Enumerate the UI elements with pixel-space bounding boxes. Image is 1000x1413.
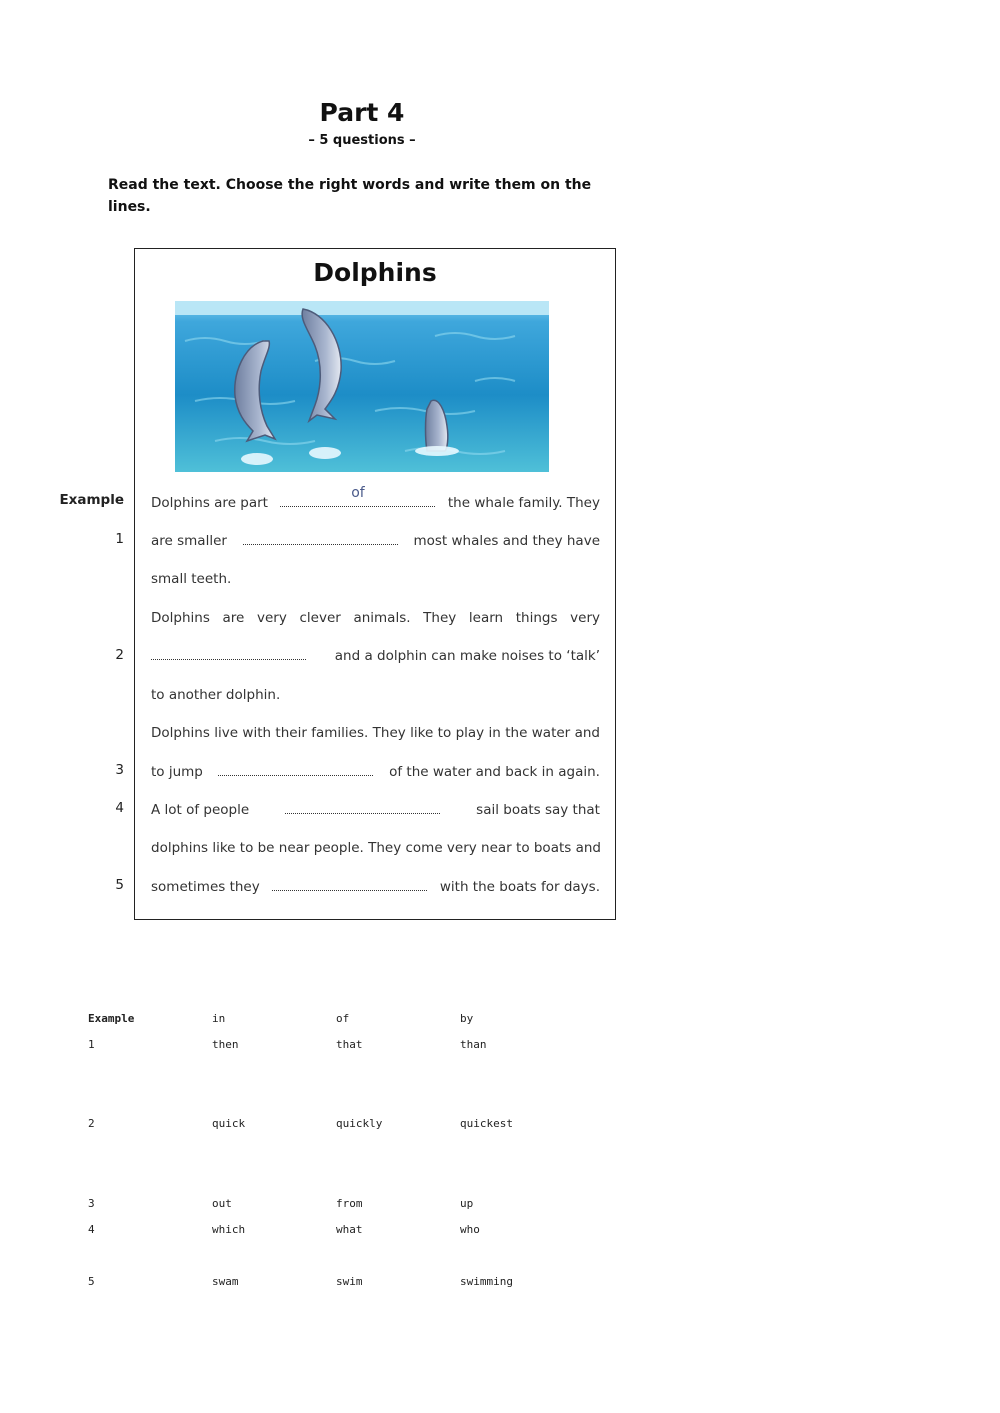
answer-blank-4[interactable] [285,799,440,814]
option-choice[interactable]: from [336,1196,363,1210]
option-choice[interactable]: who [460,1222,480,1236]
option-choice[interactable]: swimming [460,1274,513,1288]
option-choice[interactable]: quickest [460,1116,513,1130]
options-label: 3 [88,1196,95,1210]
option-choice[interactable]: in [212,1011,226,1025]
answer-blank-2[interactable] [151,645,306,660]
answer-blank-3[interactable] [218,761,373,776]
passage-line: small teeth. [151,571,232,587]
option-choice[interactable]: that [336,1037,363,1051]
example-answer: of [351,485,365,501]
option-choice[interactable]: swam [212,1274,239,1288]
passage-line: Dolphins are very clever animals. They learn things very [151,610,600,626]
option-choice[interactable]: than [460,1037,487,1051]
options-row-example [88,1005,513,1031]
word-options-table [88,1005,513,1294]
example-answer-line [280,485,435,507]
option-choice[interactable]: up [460,1196,474,1210]
answer-blank-1[interactable] [243,530,398,545]
option-choice[interactable]: quick [212,1116,246,1130]
options-row-1 [88,1031,513,1057]
example-label: Example [59,492,124,508]
options-label: 5 [88,1274,95,1288]
passage-line: to another dolphin. [151,687,281,703]
question-number-5: 5 [115,877,124,893]
instructions: Read the text. Choose the right words and write them on the lines. [108,177,592,215]
question-number-2: 2 [115,647,124,663]
options-label: 2 [88,1116,95,1130]
answer-blank-5[interactable] [272,876,427,891]
options-row-4 [88,1216,513,1242]
passage-line-example: Dolphins are part of the whale family. They [151,492,600,514]
option-choice[interactable]: of [336,1011,350,1025]
passage-line-q5: sometimes they with the boats for days. [151,876,600,898]
options-row-5 [88,1268,513,1294]
question-number-1: 1 [115,531,124,547]
options-label: 4 [88,1222,95,1236]
option-choice[interactable]: quickly [336,1116,383,1130]
option-choice[interactable]: what [336,1222,363,1236]
passage-line: Dolphins live with their families. They like to play in the water and [151,725,600,741]
option-choice[interactable]: then [212,1037,239,1051]
question-number-3: 3 [115,762,124,778]
reading-passage-box [134,248,616,920]
passage-line: dolphins like to be near people. They come very near to boats and [151,840,601,856]
options-row-2 [88,1110,513,1136]
page-title: Part 4 [319,98,405,127]
option-choice[interactable]: swim [336,1274,363,1288]
passage-line-q4: A lot of people sail boats say that [151,799,600,821]
question-number-4: 4 [115,800,124,816]
passage-title: Dolphins [313,258,437,287]
dolphins-jumping-image [175,301,549,472]
options-row-3 [88,1190,513,1216]
question-count: – 5 questions – [308,133,416,148]
passage-line-q1: are smaller most whales and they have [151,530,600,552]
option-choice[interactable]: which [212,1222,246,1236]
options-label: 1 [88,1037,95,1051]
option-choice[interactable]: by [460,1011,474,1025]
options-label: Example [88,1011,135,1025]
option-choice[interactable]: out [212,1196,232,1210]
passage-line-q2: and a dolphin can make noises to ‘talk’ [151,645,600,667]
passage-line-q3: to jump of the water and back in again. [151,761,600,783]
